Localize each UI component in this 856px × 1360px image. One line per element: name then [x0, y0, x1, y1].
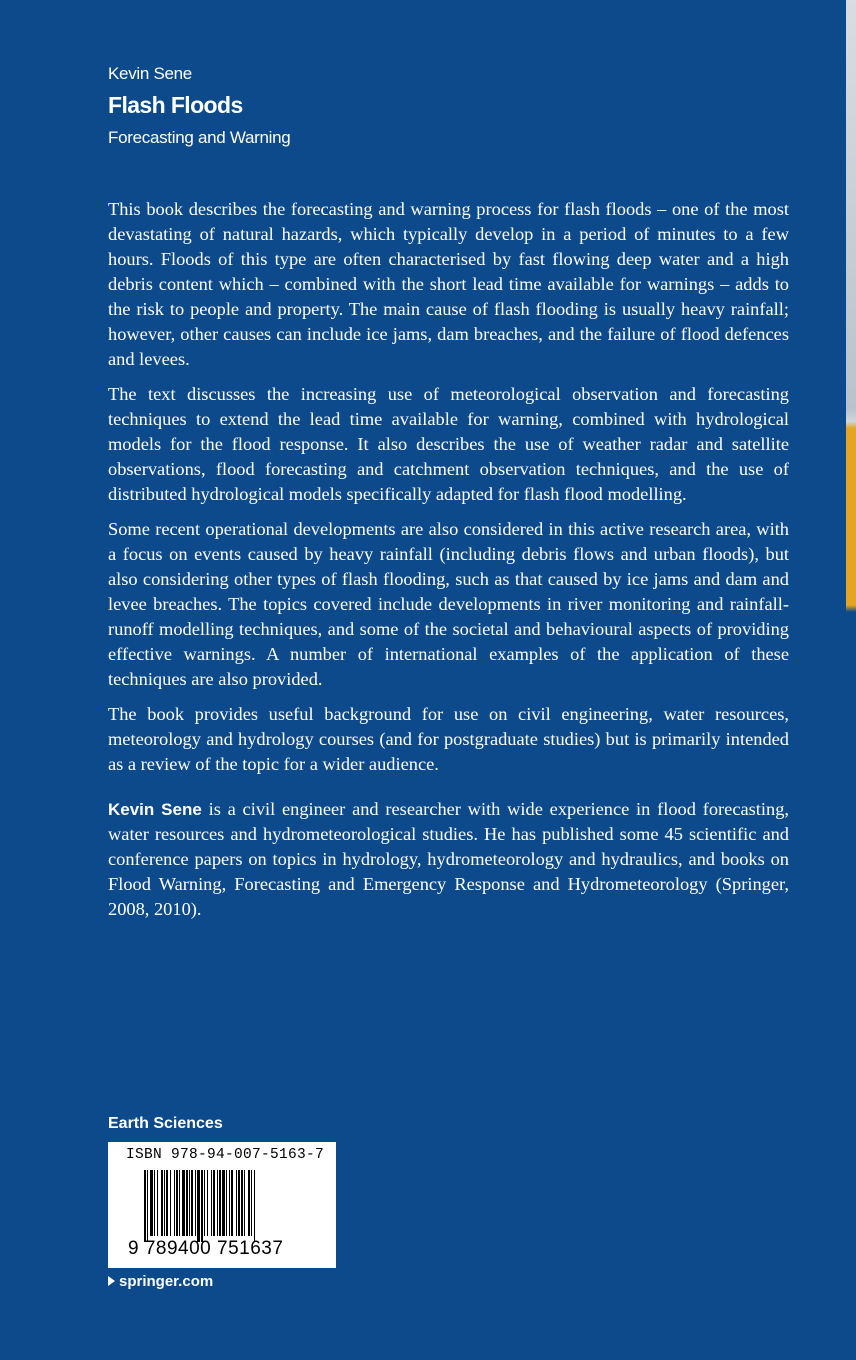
barcode-bar: [211, 1170, 212, 1236]
barcode-bar: [204, 1170, 205, 1236]
barcode-bar: [164, 1170, 165, 1236]
barcode-bar: [217, 1170, 218, 1236]
barcode-bar: [186, 1170, 188, 1236]
barcode-bar: [150, 1170, 153, 1236]
barcode-bar: [244, 1170, 245, 1236]
barcode-bar: [157, 1170, 158, 1236]
barcode-bar: [248, 1170, 250, 1236]
isbn-digits: 9 789400 751637: [128, 1238, 284, 1259]
barcode-bar: [174, 1170, 175, 1236]
author-name: Kevin Sene: [108, 64, 192, 83]
barcode-bar: [144, 1170, 146, 1242]
blurb-paragraph: The book provides useful background for use on civil engineering, water resources, meteorology and hydrology courses (and for postgraduate studies) but is primarily intended as a review of the topic for a wider audience.: [108, 704, 789, 774]
barcode-bar: [222, 1170, 225, 1236]
barcode-bar: [226, 1170, 227, 1236]
barcode-bar: [238, 1170, 240, 1236]
barcode-bar: [201, 1170, 203, 1242]
barcode-bar: [147, 1170, 148, 1242]
barcode: [108, 1142, 336, 1268]
book-title: Flash Floods: [108, 92, 243, 118]
bio-author-name: Kevin Sene: [108, 800, 202, 819]
barcode-bar: [182, 1170, 185, 1236]
barcode-bar: [213, 1170, 215, 1236]
barcode-bar: [191, 1170, 193, 1236]
bio-text: is a civil engineer and researcher with wide experience in flood forecasting, water resources and hydrometeorological studies. He has published some 45 scientific and conference papers on topics in hydrology, hydrometeorology and hydraulics, and books on Flood Warning, Forecasting and Emergency Response and Hydrometeorology (Springer, 2008, 2010).: [108, 799, 790, 919]
barcode-bar: [197, 1170, 200, 1242]
barcode-bar: [161, 1170, 163, 1236]
barcode-bar: [179, 1170, 180, 1236]
blurb-paragraph: The text discusses the increasing use of meteorological observation and forecasting techniques to extend the lead time available for warning, combined with hydrological models for the flood response. It also describes the use of weather radar and satellite observations, flood forecasting and catchment observation techniques, and the use of distributed hydrological models specifically adapted for flash flood modelling.: [108, 384, 789, 504]
barcode-bar: [231, 1170, 233, 1236]
barcode-bar: [166, 1170, 168, 1236]
barcode-bar: [195, 1170, 196, 1236]
barcode-bar: [176, 1170, 178, 1236]
subject-category: Earth Sciences: [108, 1115, 223, 1132]
barcode-bar: [219, 1170, 221, 1236]
blurb-paragraph: This book describes the forecasting and warning process for flash floods – one of the most devastating of natural hazards, which typically develop in a period of minutes to a few hours. Floods of this type are often characterised by fast flowing deep water and a high debris content which – combined with the short lead time available for warnings – adds to the risk to people and property. The main cause of flash flooding is usually heavy rainfall; however, other causes can include ice jams, dam breaches, and the failure of flood defences and levees.: [108, 199, 789, 369]
book-subtitle: Forecasting and Warning: [108, 128, 291, 147]
barcode-bar: [251, 1170, 252, 1236]
barcode-bar: [241, 1170, 243, 1236]
isbn-label: ISBN 978-94-007-5163-7: [126, 1147, 325, 1163]
arrow-right-icon: [108, 1276, 115, 1286]
author-bio: [108, 797, 789, 922]
barcode-bar: [170, 1170, 171, 1236]
publisher-link[interactable]: [108, 1273, 213, 1290]
barcode-bar: [189, 1170, 190, 1236]
barcode-bar: [254, 1170, 255, 1242]
publisher-website: springer.com: [119, 1273, 214, 1290]
barcode-bar: [207, 1170, 208, 1236]
blurb: [108, 197, 789, 932]
blurb-paragraph: Some recent operational developments are also considered in this active research area, with a focus on events caused by heavy rainfall (including debris flows and urban floods), but also considering other types of flash flooding, such as that caused by ice jams and dam and levee breaches. The topics covered include developments in river monitoring and rainfall-runoff modelling techniques, and some of the societal and behavioural aspects of providing effective warnings. A number of international examples of the application of these techniques are also provided.: [108, 519, 789, 689]
barcode-bar: [236, 1170, 237, 1236]
barcode-bar: [154, 1170, 155, 1236]
spine-edge: [846, 0, 856, 1360]
barcode-bar: [229, 1170, 230, 1236]
